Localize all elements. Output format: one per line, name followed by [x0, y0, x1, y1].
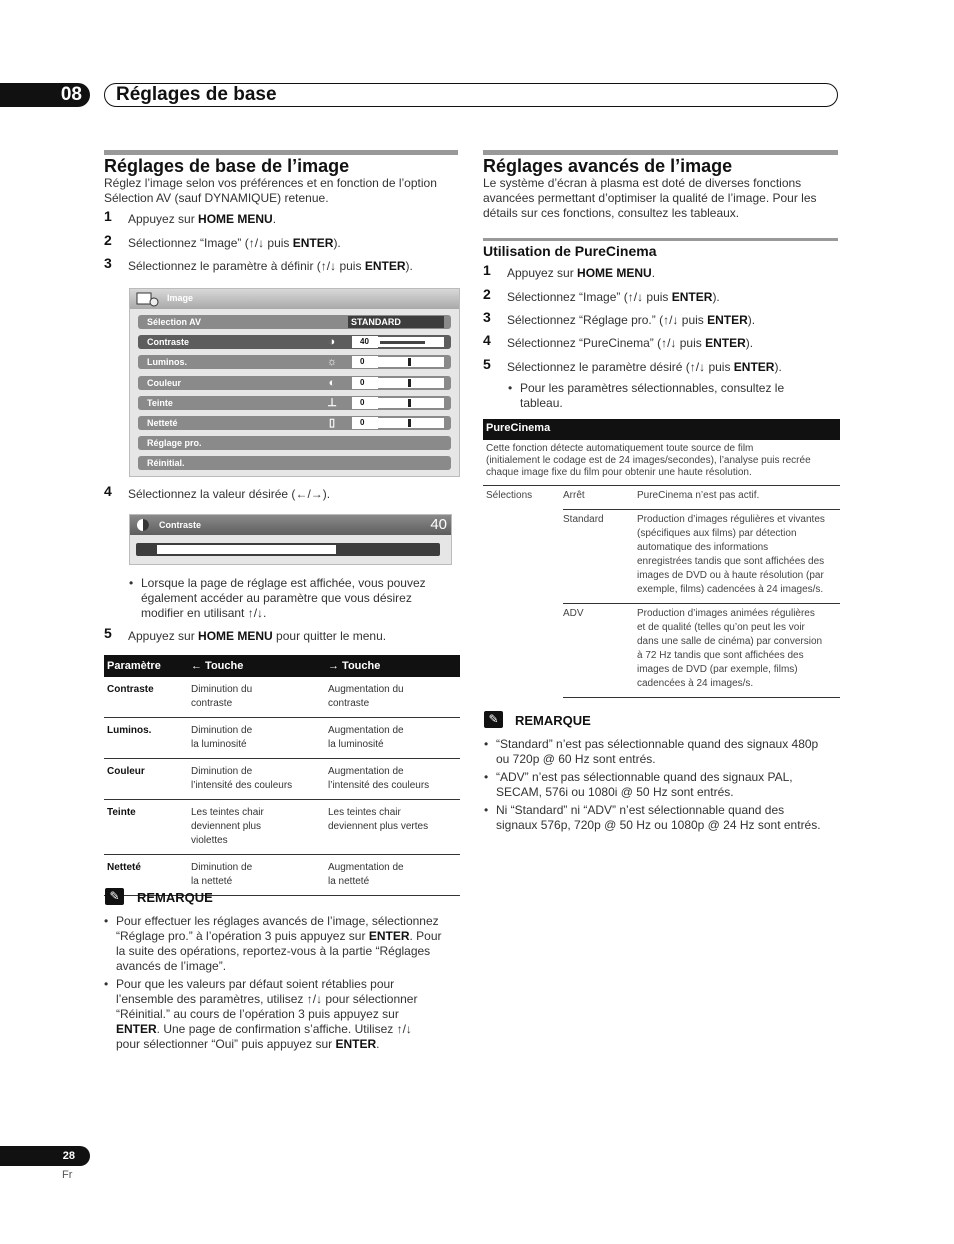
- key-name: ENTER: [364, 259, 406, 273]
- osd-image-menu: [129, 288, 460, 477]
- osd-level-bar: [378, 357, 444, 367]
- selection-name: Arrêt: [563, 486, 637, 510]
- table-cell: Les teintes chair deviennent plus vertes: [325, 800, 460, 855]
- chapter-title: Réglages de base: [104, 83, 838, 107]
- osd-level-fill: [380, 341, 425, 344]
- step-2: 2 Sélectionnez “Image” (↑/↓ puis ENTER).: [104, 232, 341, 250]
- purecinema-table: [483, 419, 840, 698]
- step-3: 3 Sélectionnez le paramètre à définir (↑/↓ puis ENTER).: [104, 255, 413, 273]
- osd-row-label: Réglage pro.: [147, 438, 202, 449]
- arrow-keys-icon: ↑/↓: [663, 313, 679, 327]
- page-number: 28: [0, 1146, 90, 1166]
- section-rule: [483, 150, 838, 155]
- section-rule: [104, 150, 458, 155]
- subsection-rule: [483, 238, 838, 241]
- key-name: HOME MENU: [198, 629, 273, 643]
- step-number: 1: [104, 208, 112, 224]
- slider-value: 40: [430, 516, 447, 533]
- table-cell: Diminution de la netteté: [188, 855, 325, 896]
- key-name: ENTER: [292, 236, 334, 250]
- slider-fill: [157, 545, 336, 554]
- adv-intro: Le système d’écran à plasma est doté de diverses fonctions avancées permettant d’optimiser la qualité de l’image. Pour les détails sur ces fonctions, consultez les tableaux.: [483, 176, 817, 220]
- table-cell: Augmentation du contraste: [325, 677, 460, 718]
- osd-contrast-slider: [129, 514, 452, 565]
- osd-row-label: Couleur: [147, 377, 182, 388]
- section-title-basic: Réglages de base de l’image: [104, 156, 350, 176]
- table-cell: Diminution de la luminosité: [188, 718, 325, 759]
- osd-level-marker: [408, 399, 411, 407]
- table-row: [104, 718, 460, 759]
- th-touche-droite: → Touche: [325, 655, 460, 677]
- arrow-keys-icon: ←/→: [295, 487, 323, 501]
- purecinema-description: Cette fonction détecte automatiquement toute source de film (initialement le codage est de 24 images/secondes), l’analyse puis recrée chaque image fixe du film pour obtenir une haute résolution.: [483, 440, 840, 486]
- step-1: 1 Appuyez sur HOME MENU.: [104, 208, 277, 226]
- arrow-keys-icon: ↑/↓: [320, 259, 337, 273]
- selections-label: Sélections: [486, 490, 533, 501]
- slider-label: Contraste: [159, 520, 202, 530]
- sharpness-icon: ▯: [328, 417, 336, 429]
- table-row: [104, 759, 460, 800]
- purecinema-row: [483, 486, 840, 510]
- table-cell: Les teintes chair deviennent plus violettes: [188, 800, 325, 855]
- th-touche-gauche: ← Touche: [188, 655, 325, 677]
- step-number: 3: [104, 255, 112, 271]
- selection-name: Standard: [563, 510, 637, 604]
- subsection-title: Utilisation de PureCinema: [483, 243, 657, 259]
- arrow-keys-icon: ↑/↓: [248, 236, 265, 250]
- language-code: Fr: [62, 1169, 73, 1181]
- step-number: 3: [483, 309, 491, 325]
- osd-level-marker: [408, 419, 411, 427]
- osd-row-label: Luminos.: [147, 357, 187, 368]
- arrow-keys-icon: ↑/↓: [627, 290, 644, 304]
- table-cell: Augmentation de la luminosité: [325, 718, 460, 759]
- step-3: 3 Sélectionnez “Réglage pro.” (↑/↓ puis ENTER).: [483, 309, 756, 327]
- step-2: 2 Sélectionnez “Image” (↑/↓ puis ENTER).: [483, 286, 720, 304]
- selection-description: Production d’images régulières et vivantes (spécifiques aux films) par détection automatique des informations enregistrées tandis que sont affichées des images de DVD ou à haute résolution (par exemple, films) cadencées à 24 images/s.: [637, 510, 840, 604]
- key-name: ENTER: [733, 360, 775, 374]
- key-name: HOME MENU: [198, 212, 273, 226]
- th-parametre: Paramètre: [104, 655, 188, 677]
- table-row: [104, 800, 460, 855]
- osd-row[interactable]: [138, 416, 451, 430]
- osd-row-value: 0: [352, 417, 378, 429]
- step-number: 2: [104, 232, 112, 248]
- osd-level-marker: [408, 358, 411, 366]
- osd-row-value: 0: [352, 356, 378, 368]
- step-number: 5: [104, 625, 112, 641]
- selection-name: ADV: [563, 604, 637, 698]
- osd-row-value: 40: [352, 336, 378, 348]
- osd-row[interactable]: [138, 355, 451, 369]
- table-cell: Diminution de l’intensité des couleurs: [188, 759, 325, 800]
- table-cell: Netteté: [104, 855, 188, 896]
- note-title: REMARQUE: [515, 713, 591, 728]
- purecinema-row: [483, 604, 840, 698]
- osd-row-label: Contraste: [147, 337, 190, 348]
- osd-menu-title: Image: [167, 293, 194, 303]
- osd-row-value: STANDARD: [348, 316, 444, 328]
- tint-icon: ⊥: [327, 396, 337, 409]
- selection-description: Production d’images animées régulières et de qualité (telles qu’on peut les voir dans une salle de cinéma) par conversion à 72 Hz tandis que sont affichées des images de DVD (par exemple, films) cadencées à 24 images/s.: [637, 604, 840, 698]
- step-number: 5: [483, 356, 491, 372]
- key-name: ENTER: [671, 290, 713, 304]
- table-cell: Diminution du contraste: [188, 677, 325, 718]
- osd-row[interactable]: [138, 376, 451, 390]
- osd-level-bar: [378, 378, 444, 388]
- step-1: 1 Appuyez sur HOME MENU.: [483, 262, 656, 280]
- image-settings-icon: [136, 292, 160, 307]
- key-name: HOME MENU: [577, 266, 652, 280]
- intro-line-1: Réglez l’image selon vos préférences et en fonction de l’option: [104, 176, 437, 190]
- step-5: 5 Appuyez sur HOME MENU pour quitter le menu.: [104, 625, 387, 643]
- table-cell: Luminos.: [104, 718, 188, 759]
- osd-row-value: 0: [352, 397, 378, 409]
- table-row: [104, 677, 460, 718]
- osd-row-label: Teinte: [147, 397, 173, 408]
- step-number: 4: [483, 332, 491, 348]
- step-5: 5 Sélectionnez le paramètre désiré (↑/↓ puis ENTER).: [483, 356, 782, 374]
- osd-row[interactable]: [138, 396, 451, 410]
- osd-row[interactable]: [138, 335, 451, 349]
- chapter-number: 08: [0, 83, 90, 107]
- osd-level-bar: [378, 418, 444, 428]
- table-cell: Augmentation de la netteté: [325, 855, 460, 896]
- osd-level-marker: [408, 379, 411, 387]
- table-cell: Augmentation de l’intensité des couleurs: [325, 759, 460, 800]
- osd-row[interactable]: [138, 315, 451, 329]
- osd-menu-header: [130, 289, 459, 309]
- contrast-icon: ◑: [328, 336, 336, 349]
- osd-row[interactable]: [138, 456, 451, 470]
- purecinema-row: [483, 510, 840, 604]
- arrow-keys-icon: ↑/↓: [661, 336, 677, 350]
- note-title: REMARQUE: [137, 890, 213, 905]
- table-cell: Couleur: [104, 759, 188, 800]
- color-icon: ◐: [328, 376, 336, 389]
- intro-line-2: Sélection AV (sauf DYNAMIQUE) retenue.: [104, 191, 329, 205]
- contrast-icon: [136, 518, 150, 532]
- arrow-keys-icon: ↑/↓: [689, 360, 706, 374]
- osd-row-label: Sélection AV: [147, 317, 202, 327]
- step-number: 1: [483, 262, 491, 278]
- osd-level-bar: [378, 398, 444, 408]
- slider-track[interactable]: [136, 543, 440, 556]
- osd-row-label: Réinitial.: [147, 458, 185, 469]
- key-name: ENTER: [705, 336, 746, 350]
- osd-row-label: Netteté: [147, 418, 178, 428]
- purecinema-header: PureCinema: [483, 419, 840, 440]
- note-icon: ✎: [484, 711, 503, 728]
- key-name: ENTER: [707, 313, 748, 327]
- step-number: 2: [483, 286, 491, 302]
- table-cell: Contraste: [104, 677, 188, 718]
- selection-description: PureCinema n’est pas actif.: [637, 486, 840, 510]
- step-4: 4 Sélectionnez la valeur désirée (←/→).: [104, 483, 331, 501]
- osd-row-value: 0: [352, 377, 378, 389]
- step-4: 4 Sélectionnez “PureCinema” (↑/↓ puis ENTER).: [483, 332, 754, 350]
- parameter-table: [104, 655, 460, 896]
- table-cell: Teinte: [104, 800, 188, 855]
- section-title-advanced: Réglages avancés de l’image: [483, 156, 733, 176]
- step-number: 4: [104, 483, 112, 499]
- osd-row[interactable]: [138, 436, 451, 450]
- note-icon: ✎: [105, 888, 124, 905]
- sun-icon: ☼: [326, 356, 338, 369]
- osd-level-bar: [378, 337, 444, 347]
